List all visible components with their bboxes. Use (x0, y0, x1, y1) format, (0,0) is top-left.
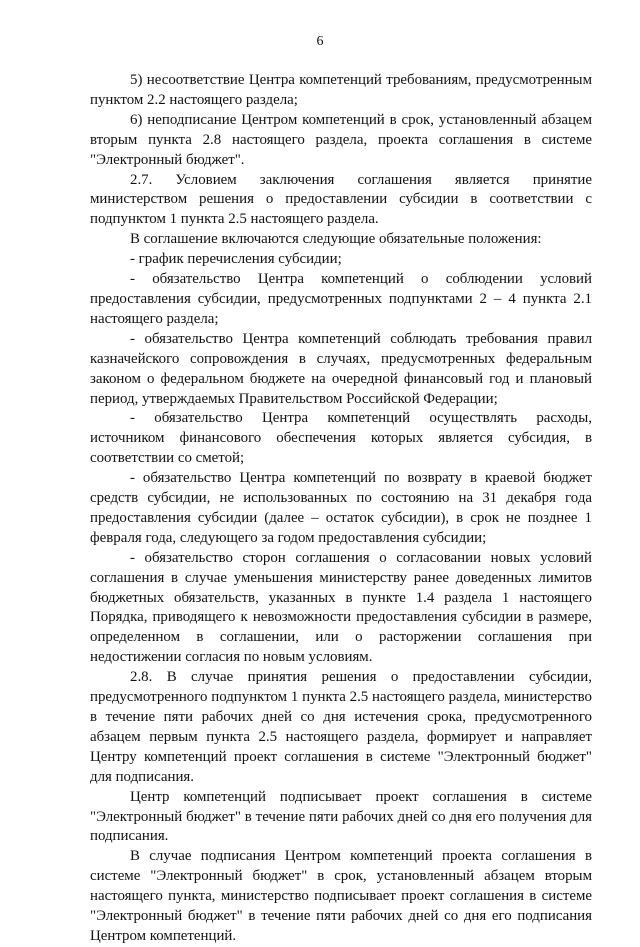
paragraph-item-5: 5) несоответствие Центра компетенций требованиям, предусмотренным пунктом 2.2 настоящего раздела; (90, 72, 592, 108)
paragraph-ministry-signs: В случае подписания Центром компетенций проекта соглашения в системе "Электронный бюджет" в срок, установленный абзацем вторым настоящего пункта, министерство подписывает проект соглашения в системе "Электронный бюджет" в течение пяти рабочих дней со дня его подписания Центром компетенций. (90, 848, 592, 944)
paragraph-2-7: 2.7. Условием заключения соглашения является принятие министерством решения о предоставлении субсидии в соответствии с подпунктом 1 пункта 2.5 настоящего раздела. (90, 171, 592, 228)
paragraph-item-6: 6) неподписание Центром компетенций в срок, установленный абзацем вторым пункта 2.8 настоящего раздела, проекта соглашения в системе "Электронный бюджет". (90, 111, 592, 168)
provision-schedule: - график перечисления субсидии; (130, 251, 342, 268)
provision-expenses: - обязательство Центра компетенций осуществлять расходы, источником финансового обеспечения которых является субсидия, в соответствии со сметой; (90, 410, 592, 467)
provision-new-conditions: - обязательство сторон соглашения о согласовании новых условий соглашения в случае уменьшения министерству ранее доведенных лимитов бюджетных обязательств, указанных в пункте 1.4 раздела 1 настоящего Порядка, приводящего к невозможности предоставления субсидии в размере, определенном в соглашении, или о расторжении соглашения при недостижении согласия по новым условиям. (90, 549, 592, 666)
document-body (90, 71, 592, 947)
paragraph-center-signs: Центр компетенций подписывает проект соглашения в системе "Электронный бюджет" в течение пяти рабочих дней со дня его получения для подписания. (90, 788, 592, 845)
provision-refund: - обязательство Центра компетенций по возврату в краевой бюджет средств субсидии, не использованных по состоянию на 31 декабря года предоставления субсидии (далее – остаток субсидии), в срок не позднее 1 февраля года, следующего за годом предоставления субсидии; (90, 470, 592, 546)
page-number: 6 (316, 34, 324, 49)
paragraph-provisions-intro: В соглашение включаются следующие обязательные положения: (130, 231, 542, 248)
provision-treasury: - обязательство Центра компетенций соблюдать требования правил казначейского сопровождения в случаях, предусмотренных федеральным законом о федеральном бюджете на очередной финансовый год и плановый период, утверждаемых Правительством Российской Федерации; (90, 330, 592, 407)
paragraph-2-8: 2.8. В случае принятия решения о предоставлении субсидии, предусмотренного подпунктом 1 пункта 2.5 настоящего раздела, министерство в течение пяти рабочих дней со дня истечения срока, предусмотренного абзацем первым пункта 2.5 настоящего раздела, формирует и направляет Центру компетенций проект соглашения в системе "Электронный бюджет" для подписания. (90, 669, 592, 785)
provision-conditions: - обязательство Центра компетенций о соблюдении условий предоставления субсидии, предусмотренных подпунктами 2 – 4 пункта 2.1 настоящего раздела; (90, 271, 592, 327)
